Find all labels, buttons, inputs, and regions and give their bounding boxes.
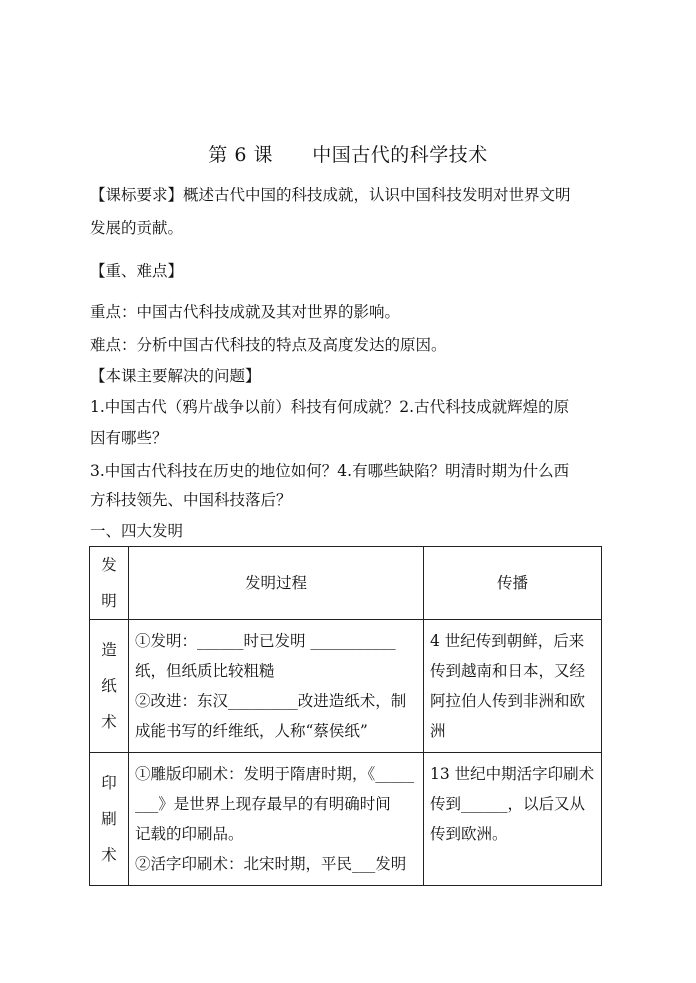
process-line: 记载的印刷品。 [135, 825, 244, 843]
spread-line: 洲 [430, 722, 446, 740]
table-row [90, 620, 602, 753]
process-line: 成能书写的纤维纸，人称“蔡侯纸” [135, 722, 368, 740]
requirements-line-2: 发展的贡献。 [90, 219, 184, 237]
header-invention: 发明 [90, 547, 129, 620]
invention-name-cell: 印刷术 [90, 753, 129, 886]
invention-name-cell: 造纸术 [90, 620, 129, 753]
question-line-2: 因有哪些？ [90, 429, 168, 447]
lesson-title: 第 6 课 中国古代的科学技术 [208, 144, 488, 166]
key-points-heading: 【重、难点】 [90, 262, 184, 280]
process-cell [129, 620, 424, 753]
requirements-line-1: 【课标要求】概述古代中国的科技成就，认识中国科技发明对世界文明 [90, 186, 571, 204]
important-point: 重点：中国古代科技成就及其对世界的影响。 [90, 303, 401, 321]
spread-cell [424, 753, 602, 886]
questions-heading: 【本课主要解决的问题】 [90, 367, 261, 385]
spread-line: 传到欧洲。 [430, 825, 508, 843]
table-row [90, 753, 602, 886]
question-line-4: 方科技领先、中国科技落后？ [90, 491, 292, 509]
header-process: 发明过程 [129, 547, 424, 620]
spread-cell [424, 620, 602, 753]
table-header-row [90, 547, 602, 620]
process-line: 纸，但纸质比较粗糙 [135, 662, 275, 680]
process-line: ②活字印刷术：北宋时期，平民___发明 [135, 855, 407, 873]
spread-line: 传到______，以后又从 [430, 795, 586, 813]
section-heading: 一、四大发明 [90, 522, 184, 540]
question-line-3: 3.中国古代科技在历史的地位如何？4.有哪些缺陷？明清时期为什么西 [90, 462, 570, 480]
process-line: ___》是世界上现存最早的有明确时间 [135, 795, 391, 813]
process-line: ①发明：______时已发明 ___________ [135, 632, 396, 650]
inventions-table [89, 546, 602, 886]
process-cell [129, 753, 424, 886]
process-line: ①雕版印刷术：发明于隋唐时期，《_____ [135, 765, 415, 783]
difficult-point: 难点：分析中国古代科技的特点及高度发达的原因。 [90, 336, 447, 354]
process-line: ②改进：东汉_________改进造纸术，制 [135, 692, 407, 710]
question-line-1: 1.中国古代（鸦片战争以前）科技有何成就？2.古代科技成就辉煌的原 [90, 398, 570, 416]
spread-line: 传到越南和日本，又经 [430, 662, 586, 680]
spread-line: 13 世纪中期活字印刷术 [430, 765, 595, 783]
spread-line: 4 世纪传到朝鲜，后来 [430, 632, 585, 650]
spread-line: 阿拉伯人传到非洲和欧 [430, 692, 586, 710]
header-spread: 传播 [424, 547, 602, 620]
